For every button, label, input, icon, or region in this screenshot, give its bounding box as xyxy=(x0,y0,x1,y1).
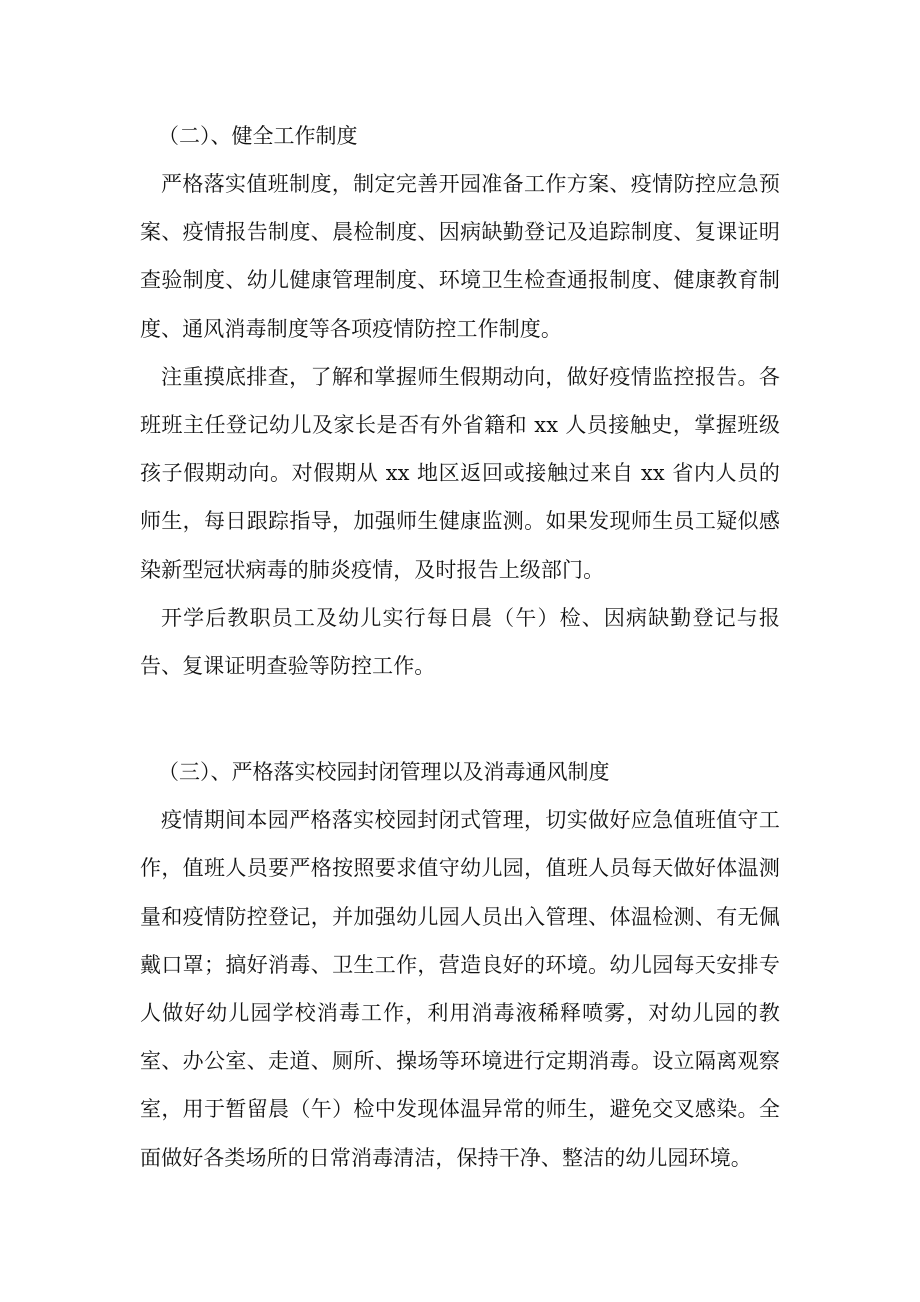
paragraph-daily-check: 开学后教职员工及幼儿实行每日晨（午）检、因病缺勤登记与报告、复课证明查验等防控工作。 xyxy=(140,605,780,679)
section-heading-3: （三）、严格落实校园封闭管理以及消毒通风制度 xyxy=(158,760,610,785)
paragraph-duty-system: 严格落实值班制度，制定完善开园准备工作方案、疫情防控应急预案、疫情报告制度、晨检制度、因病缺勤登记及追踪制度、复课证明查验制度、幼儿健康管理制度、环境卫生检查通报制度、健康教育制度、通风消毒制度等各项疫情防控工作制度。 xyxy=(140,172,780,341)
paragraph-screening: 注重摸底排查，了解和掌握师生假期动向，做好疫情监控报告。各班班主任登记幼儿及家长是否有外省籍和 xx 人员接触史，掌握班级孩子假期动向。对假期从 xx 地区返回或接触过来自 xx 省内人员的师生，每日跟踪指导，加强师生健康监测。如果发现师生员工疑似感染新型冠状病毒的肺炎疫情，及时报告上级部门。 xyxy=(140,364,780,582)
document-body xyxy=(140,112,780,1182)
section-heading-2: （二）、健全工作制度 xyxy=(158,124,358,148)
paragraph-closed-management: 疫情期间本园严格落实校园封闭式管理，切实做好应急值班值守工作，值班人员要严格按照要求值守幼儿园，值班人员每天做好体温测量和疫情防控登记，并加强幼儿园人员出入管理、体温检测、有无佩戴口罩；搞好消毒、卫生工作，营造良好的环境。幼儿园每天安排专人做好幼儿园学校消毒工作，利用消毒液稀释喷雾，对幼儿园的教室、办公室、走道、厕所、操场等环境进行定期消毒。设立隔离观察室，用于暂留晨（午）检中发现体温异常的师生，避免交叉感染。全面做好各类场所的日常消毒清洁，保持干净、整洁的幼儿园环境。 xyxy=(140,808,780,1170)
section-spacer xyxy=(140,690,780,748)
